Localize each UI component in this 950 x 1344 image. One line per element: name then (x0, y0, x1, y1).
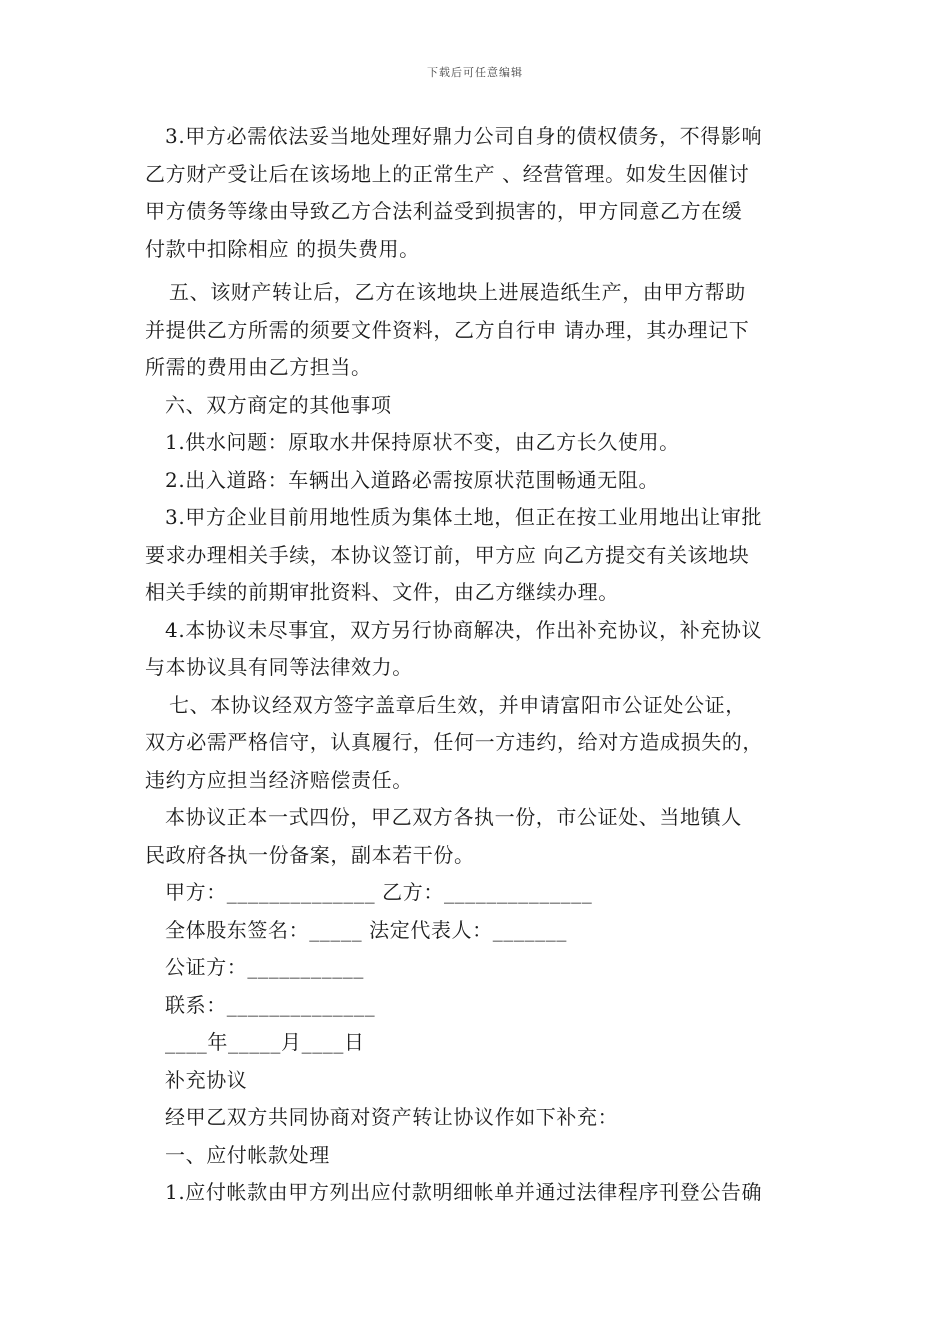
supplement-title: 补充协议 (165, 1067, 248, 1092)
signature-line-parties: 甲方：______________ 乙方：______________ (165, 880, 593, 904)
header-note: 下载后可任意编辑 (427, 66, 523, 79)
date-line: ____年_____月____日 (165, 1030, 365, 1054)
paragraph-line: 违约方应担当经济赔偿责任。 (145, 767, 413, 792)
paragraph-line: 3.甲方必需依法妥当地处理好鼎力公司自身的债权债务，不得影响 (165, 124, 763, 148)
paragraph-line: 乙方财产受让后在该场地上的正常生产 、经营管理。如发生因催讨 (145, 161, 750, 186)
document-body (145, 118, 825, 1212)
paragraph-line: 2.出入道路：车辆出入道路必需按原状范围畅通无阻。 (165, 467, 660, 492)
paragraph-line: 所需的费用由乙方担当。 (145, 355, 372, 379)
paragraph-line: 与本协议具有同等法律效力。 (145, 655, 413, 679)
paragraph-line: 甲方债务等缘由导致乙方合法利益受到损害的，甲方同意乙方在缓 (145, 199, 743, 223)
paragraph-line: 并提供乙方所需的须要文件资料，乙方自行申 请办理，其办理记下 (145, 317, 750, 342)
paragraph-line: 相关手续的前期审批资料、文件，由乙方继续办理。 (145, 580, 619, 604)
paragraph-line: 本协议正本一式四份，甲乙双方各执一份，市公证处、当地镇人 (165, 805, 742, 829)
paragraph-line: 七、本协议经双方签字盖章后生效，并申请富阳市公证处公证， (169, 692, 746, 717)
paragraph-line: 付款中扣除相应 的损失费用。 (145, 236, 420, 261)
paragraph-line: 4.本协议未尽事宜，双方另行协商解决，作出补充协议，补充协议 (165, 617, 763, 642)
paragraph-line: 民政府各执一份备案，副本若干份。 (145, 842, 475, 867)
paragraph-line: 双方必需严格信守，认真履行，任何一方违约，给对方造成损失的， (145, 730, 763, 754)
paragraph-line: 要求办理相关手续，本协议签订前，甲方应 向乙方提交有关该地块 (145, 542, 750, 567)
signature-line-notary: 公证方：___________ (165, 955, 364, 979)
supplement-section-heading: 一、应付帐款处理 (165, 1142, 330, 1167)
signature-line-shareholders: 全体股东签名：_____ 法定代表人：_______ (165, 917, 567, 942)
signature-line-contact: 联系：______________ (165, 992, 376, 1017)
supplement-intro: 经甲乙双方共同协商对资产转让协议作如下补充： (165, 1105, 619, 1129)
paragraph-line: 3.甲方企业目前用地性质为集体土地，但正在按工业用地出让审批 (165, 505, 763, 529)
paragraph-line: 1.应付帐款由甲方列出应付款明细帐单并通过法律程序刊登公告确 (165, 1180, 763, 1204)
section-heading: 六、双方商定的其他事项 (165, 392, 392, 417)
paragraph-line: 五、该财产转让后，乙方在该地块上进展造纸生产，由甲方帮助 (169, 280, 746, 304)
paragraph-line: 1.供水问题：原取水井保持原状不变，由乙方长久使用。 (165, 430, 680, 454)
